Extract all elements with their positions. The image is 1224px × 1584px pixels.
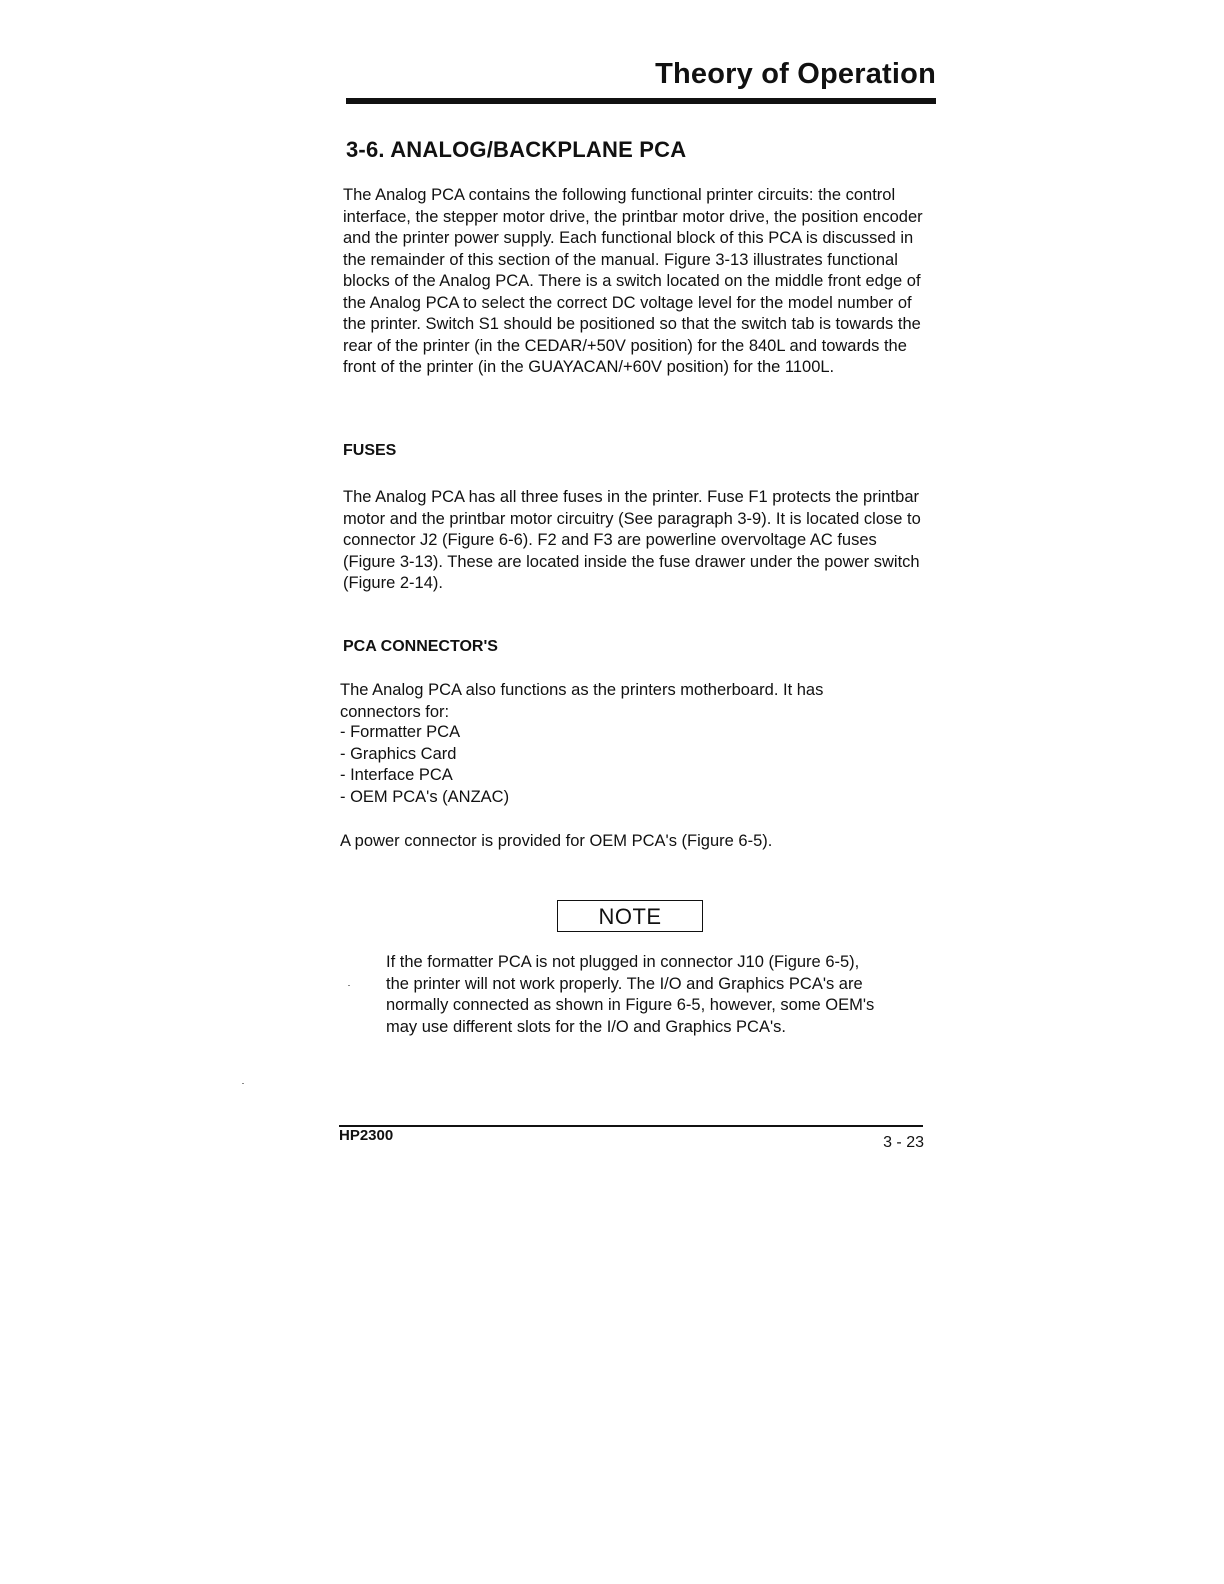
header-rule bbox=[346, 98, 936, 104]
connectors-list bbox=[340, 722, 509, 808]
section-intro-paragraph: The Analog PCA contains the following functional printer circuits: the control interface, the stepper motor drive, the printbar motor drive, the position encoder and the printer power supply. Each functional block of this PCA is discussed in the remainder of this section of the manual. Figure 3-13 illustrates functional blocks of the Analog PCA. There is a switch located on the middle front edge of the Analog PCA to select the correct DC voltage level for the model number of the printer. Switch S1 should be positioned so that the switch tab is towards the rear of the printer (in the CEDAR/+50V position) for the 840L and towards the front of the printer (in the GUAYACAN/+60V position) for the 1100L. bbox=[343, 186, 923, 376]
scan-speck bbox=[348, 985, 350, 986]
section-title: 3-6. ANALOG/BACKPLANE PCA bbox=[346, 137, 687, 162]
list-item: - Interface PCA bbox=[340, 766, 453, 784]
scan-speck bbox=[242, 1083, 244, 1084]
list-item: - OEM PCA's (ANZAC) bbox=[340, 787, 510, 806]
footer-rule bbox=[339, 1125, 923, 1127]
footer-page-number: 3 - 23 bbox=[883, 1134, 924, 1151]
power-connector-paragraph: A power connector is provided for OEM PCA's (Figure 6-5). bbox=[340, 832, 773, 850]
list-item: - Graphics Card bbox=[340, 744, 457, 763]
fuses-heading: FUSES bbox=[343, 442, 397, 459]
fuses-paragraph: The Analog PCA has all three fuses in the printer. Fuse F1 protects the printbar motor and the printbar motor circuitry (See paragraph 3-9). It is located close to connector J2 (Figure 6-6). F2 and F3 are powerline overvoltage AC fuses (Figure 3-13). These are located inside the fuse drawer under the power switch (Figure 2-14). bbox=[343, 488, 921, 592]
note-box: NOTE bbox=[557, 900, 703, 932]
note-paragraph: If the formatter PCA is not plugged in connector J10 (Figure 6-5), the printer will not work properly. The I/O and Graphics PCA's are normally connected as shown in Figure 6-5, however, some OEM's may use different slots for the I/O and Graphics PCA's. bbox=[386, 953, 875, 1036]
footer-model: HP2300 bbox=[339, 1127, 394, 1144]
connectors-heading: PCA CONNECTOR'S bbox=[343, 638, 498, 655]
page-header-title: Theory of Operation bbox=[655, 58, 936, 90]
connectors-intro-paragraph: The Analog PCA also functions as the printers motherboard. It has connectors for: bbox=[340, 681, 824, 721]
list-item: - Formatter PCA bbox=[340, 723, 461, 741]
